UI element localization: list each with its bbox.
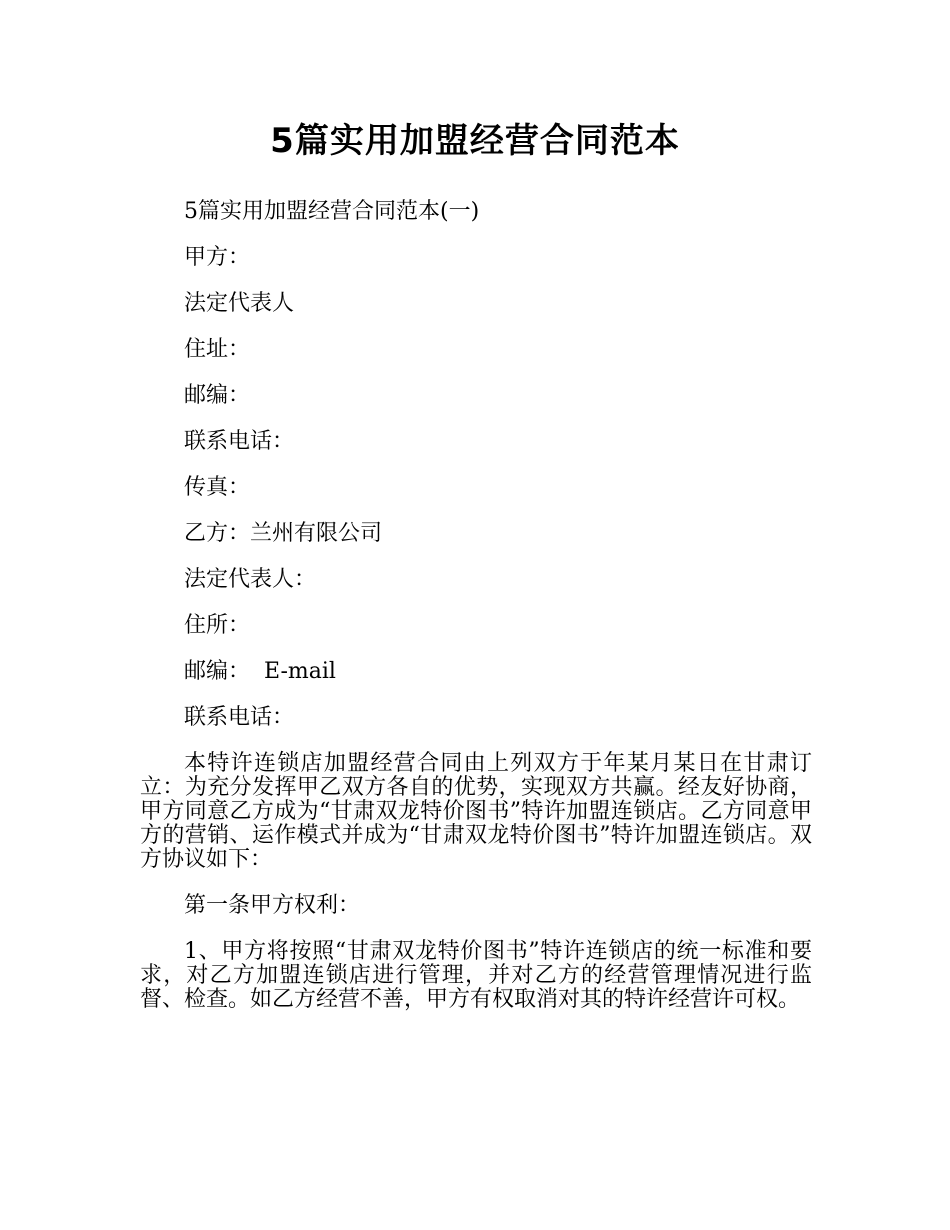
intro-paragraph: 本特许连锁店加盟经营合同由上列双方于年某月某日在甘肃订立：为充分发挥甲乙双方各自的优势，实现双方共赢。经友好协商，甲方同意乙方成为“甘肃双龙特价图书”特许加盟连锁店。乙方同意甲方的营销、运作模式并成为“甘肃双龙特价图书”特许加盟连锁店。双方协议如下： bbox=[140, 751, 812, 872]
party-a-label: 甲方： bbox=[184, 245, 251, 270]
party-a-representative: 法定代表人 bbox=[184, 291, 295, 316]
contract-subtitle: 5篇实用加盟经营合同范本(一) bbox=[184, 199, 480, 224]
party-b-label: 乙方：兰州有限公司 bbox=[184, 521, 383, 546]
document-body bbox=[140, 200, 812, 1034]
party-b-address: 住所： bbox=[184, 613, 251, 638]
article-one-item-1: 1、甲方将按照“甘肃双龙特价图书”特许连锁店的统一标准和要求，对乙方加盟连锁店进行管理，并对乙方的经营管理情况进行监督、检查。如乙方经营不善，甲方有权取消对其的特许经营许可权。 bbox=[140, 939, 812, 1012]
party-a-address: 住址： bbox=[184, 337, 251, 362]
article-one-heading: 第一条甲方权利： bbox=[184, 893, 361, 918]
party-b-phone: 联系电话： bbox=[184, 705, 295, 730]
party-b-representative: 法定代表人： bbox=[184, 567, 317, 592]
document-title: 5篇实用加盟经营合同范本 bbox=[270, 121, 680, 161]
party-a-phone: 联系电话： bbox=[184, 429, 295, 454]
party-a-fax: 传真： bbox=[184, 475, 251, 500]
party-a-postcode: 邮编： bbox=[184, 383, 251, 408]
party-b-postcode-email: 邮编： E-mail bbox=[184, 659, 336, 684]
